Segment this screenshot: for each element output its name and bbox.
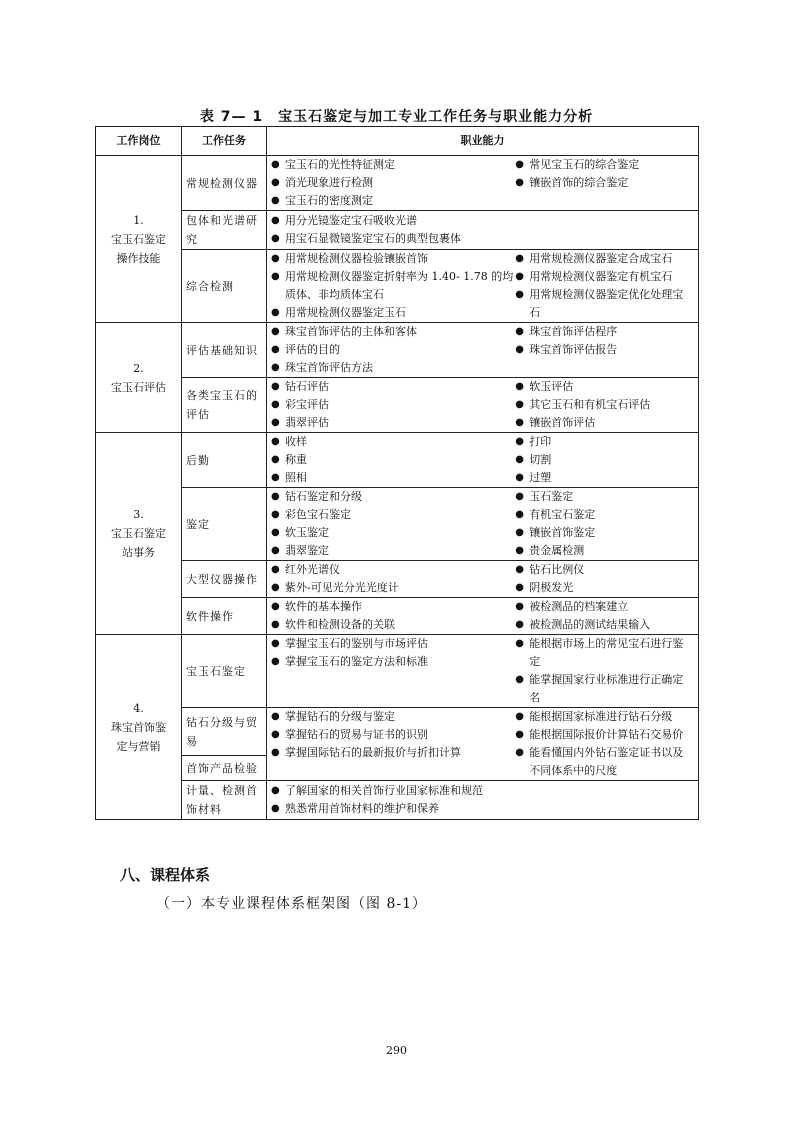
ability-column-right — [515, 323, 694, 377]
ability-bullet: ● 翡翠鉴定 — [271, 542, 515, 560]
ability-bullet: ● 玉石鉴定 — [515, 488, 694, 506]
post-line: 宝玉石鉴定 — [111, 527, 166, 540]
ability-bullet: ● 掌握钻石的分级与鉴定 — [271, 708, 515, 726]
ability-column-right — [515, 708, 694, 780]
table-row — [96, 635, 699, 708]
ability-grid — [271, 561, 694, 597]
ability-bullet: ● 镶嵌首饰评估 — [515, 414, 694, 432]
table-row — [96, 561, 699, 598]
ability-column-left — [271, 378, 515, 432]
ability-bullet: ● 评估的目的 — [271, 341, 515, 359]
ability-cell — [267, 635, 699, 708]
ability-bullet: ● 能看懂国内外钻石鉴定证书以及不同体系中的尺度 — [515, 744, 694, 780]
ability-bullet: ● 掌握宝玉石的鉴别与市场评估 — [271, 635, 515, 653]
ability-bullet: ● 消光现象进行检测 — [271, 174, 515, 192]
ability-bullet: ● 常见宝玉石的综合鉴定 — [515, 156, 694, 174]
ability-grid — [271, 598, 694, 634]
ability-cell — [267, 433, 699, 488]
table-row — [96, 433, 699, 488]
ability-bullet: ● 软件和检测设备的关联 — [271, 616, 515, 634]
ability-bullet: ● 过塑 — [515, 469, 694, 487]
ability-bullet: ● 紫外-可见光分光光度计 — [271, 579, 515, 597]
table-row — [96, 488, 699, 561]
ability-bullet: ● 掌握宝玉石的鉴定方法和标准 — [271, 653, 515, 671]
ability-bullet: ● 被检测品的测试结果输入 — [515, 616, 694, 634]
ability-column-left — [271, 250, 515, 322]
ability-bullet: ● 珠宝首饰评估程序 — [515, 323, 694, 341]
ability-bullet: ● 红外光谱仪 — [271, 561, 515, 579]
task-cell: 大型仪器操作 — [182, 561, 267, 598]
task-cell: 各类宝玉石的评估 — [182, 378, 267, 433]
post-line: 操作技能 — [116, 251, 161, 265]
table-row — [96, 781, 699, 820]
ability-bullet: ● 彩宝评估 — [271, 396, 515, 414]
post-line: 宝玉石评估 — [111, 380, 166, 394]
ability-cell — [267, 708, 699, 781]
post-line: 宝玉石鉴定 — [111, 232, 166, 246]
ability-bullet: ● 被检测品的档案建立 — [515, 598, 694, 616]
ability-bullet: ● 用常规检测仪器鉴定有机宝石 — [515, 268, 694, 286]
ability-bullet: ● 珠宝首饰评估报告 — [515, 341, 694, 359]
ability-column-right — [515, 598, 694, 634]
header-task: 工作任务 — [182, 127, 267, 156]
table-row — [96, 598, 699, 635]
ability-bullet: ● 其它玉石和有机宝石评估 — [515, 396, 694, 414]
task-cell: 评估基础知识 — [182, 323, 267, 378]
post-line: 珠宝首饰鉴 — [111, 720, 166, 734]
ability-grid — [271, 156, 694, 210]
ability-bullet: ● 贵金属检测 — [515, 542, 694, 560]
ability-bullet: ● 钻石鉴定和分级 — [271, 488, 515, 506]
task-cell: 常规检测仪器 — [182, 156, 267, 211]
ability-bullet: ● 打印 — [515, 433, 694, 451]
ability-column-left — [271, 488, 515, 560]
ability-bullet: ● 软玉评估 — [515, 378, 694, 396]
ability-column-left — [271, 598, 515, 634]
table-row — [96, 156, 699, 211]
ability-bullet: ● 照相 — [271, 469, 515, 487]
ability-cell — [267, 598, 699, 635]
task-cell: 计量、检测首饰材料 — [182, 781, 267, 820]
ability-bullet: ● 软玉鉴定 — [271, 524, 515, 542]
ability-column-right — [515, 156, 694, 210]
ability-bullet: ● 收样 — [271, 433, 515, 451]
competency-table — [95, 126, 699, 820]
post-cell — [96, 635, 182, 820]
ability-bullet: ● 有机宝石鉴定 — [515, 506, 694, 524]
ability-grid — [271, 488, 694, 560]
ability-bullet: ● 熟悉常用首饰材料的维护和保养 — [271, 800, 515, 818]
ability-grid — [271, 708, 694, 780]
ability-bullet: ● 能根据国际报价计算钻石交易价 — [515, 726, 694, 744]
ability-bullet: ● 钻石评估 — [271, 378, 515, 396]
ability-cell — [267, 561, 699, 598]
task-cell: 包体和光谱研究 — [182, 211, 267, 250]
ability-bullet: ● 能根据市场上的常见宝石进行鉴定 — [515, 635, 694, 671]
header-ability: 职业能力 — [267, 127, 699, 156]
table-row — [96, 708, 699, 756]
post-line: 2. — [133, 361, 144, 375]
ability-grid — [271, 323, 694, 377]
table-row — [96, 323, 699, 378]
ability-cell — [267, 488, 699, 561]
ability-column-right — [515, 433, 694, 487]
ability-bullet: ● 用常规检测仪器鉴定玉石 — [271, 304, 515, 322]
ability-column-left — [271, 433, 515, 487]
ability-cell — [267, 323, 699, 378]
table-row — [96, 250, 699, 323]
table-row — [96, 211, 699, 250]
ability-grid — [271, 250, 694, 322]
table-body — [96, 156, 699, 820]
ability-grid — [271, 378, 694, 432]
ability-bullet: ● 了解国家的相关首饰行业国家标准和规范 — [271, 782, 515, 800]
ability-bullet: ● 镶嵌首饰的综合鉴定 — [515, 174, 694, 192]
ability-column-left — [271, 782, 515, 818]
ability-column-right — [515, 378, 694, 432]
ability-bullet: ● 能根据国家标准进行钻石分级 — [515, 708, 694, 726]
ability-cell — [267, 156, 699, 211]
ability-bullet: ● 珠宝首饰评估方法 — [271, 359, 515, 377]
ability-bullet: ● 阴极发光 — [515, 579, 694, 597]
ability-bullet: ● 珠宝首饰评估的主体和客体 — [271, 323, 515, 341]
post-line: 站事务 — [122, 546, 155, 559]
ability-grid — [271, 433, 694, 487]
ability-bullet: ● 宝玉石的光性特征测定 — [271, 156, 515, 174]
section-heading: 八、课程体系 — [120, 866, 211, 884]
ability-cell — [267, 781, 699, 820]
ability-bullet: ● 用常规检测仪器检验镶嵌首饰 — [271, 250, 515, 268]
ability-column-left — [271, 156, 515, 210]
post-line: 定与营销 — [116, 739, 161, 753]
ability-bullet: ● 用分光镜鉴定宝石吸收光谱 — [271, 212, 515, 230]
ability-cell — [267, 250, 699, 323]
ability-grid — [271, 635, 694, 707]
ability-bullet: ● 镶嵌首饰鉴定 — [515, 524, 694, 542]
page-number: 290 — [386, 1044, 407, 1057]
ability-bullet: ● 彩色宝石鉴定 — [271, 506, 515, 524]
table-row — [96, 378, 699, 433]
ability-bullet: ● 用宝石显微镜鉴定宝石的典型包裹体 — [271, 230, 515, 248]
task-cell: 综合检测 — [182, 250, 267, 323]
ability-column-right — [515, 212, 694, 248]
task-cell: 首饰产品检验 — [182, 756, 267, 781]
ability-grid — [271, 212, 694, 248]
post-cell — [96, 433, 182, 635]
header-post: 工作岗位 — [96, 127, 182, 156]
ability-column-right — [515, 488, 694, 560]
post-cell — [96, 156, 182, 323]
ability-bullet: ● 掌握国际钻石的最新报价与折扣计算 — [271, 744, 515, 762]
ability-cell — [267, 378, 699, 433]
task-cell: 鉴定 — [182, 488, 267, 561]
task-cell: 钻石分级与贸易 — [182, 708, 267, 756]
ability-column-left — [271, 635, 515, 707]
ability-bullet: ● 能掌握国家行业标准进行正确定名 — [515, 671, 694, 707]
post-cell — [96, 323, 182, 433]
ability-bullet: ● 称重 — [271, 451, 515, 469]
task-cell: 后勤 — [182, 433, 267, 488]
ability-column-right — [515, 635, 694, 707]
task-cell: 宝玉石鉴定 — [182, 635, 267, 708]
ability-bullet: ● 宝玉石的密度测定 — [271, 192, 515, 210]
ability-column-right — [515, 782, 694, 818]
ability-bullet: ● 用常规检测仪器鉴定优化处理宝石 — [515, 286, 694, 322]
ability-grid — [271, 782, 694, 818]
ability-column-left — [271, 212, 515, 248]
post-line: 3. — [133, 508, 144, 521]
ability-column-right — [515, 250, 694, 322]
table-caption: 表 7— 1 宝玉石鉴定与加工专业工作任务与职业能力分析 — [199, 109, 594, 125]
post-line: 4. — [133, 701, 144, 715]
ability-bullet: ● 钻石比例仪 — [515, 561, 694, 579]
ability-column-left — [271, 323, 515, 377]
ability-bullet: ● 用常规检测仪器鉴定折射率为 1.40- 1.78 的均质体、非均质体宝石 — [271, 268, 515, 304]
subsection-heading: （一）本专业课程体系框架图（图 8-1） — [156, 896, 427, 912]
post-line: 1. — [133, 213, 144, 227]
ability-column-right — [515, 561, 694, 597]
ability-bullet: ● 掌握钻石的贸易与证书的识别 — [271, 726, 515, 744]
task-cell: 软件操作 — [182, 598, 267, 635]
ability-bullet: ● 软件的基本操作 — [271, 598, 515, 616]
ability-bullet: ● 切割 — [515, 451, 694, 469]
ability-bullet: ● 用常规检测仪器鉴定合成宝石 — [515, 250, 694, 268]
ability-bullet: ● 翡翠评估 — [271, 414, 515, 432]
ability-column-left — [271, 561, 515, 597]
table-header-row — [96, 127, 699, 156]
ability-column-left — [271, 708, 515, 780]
ability-cell — [267, 211, 699, 250]
